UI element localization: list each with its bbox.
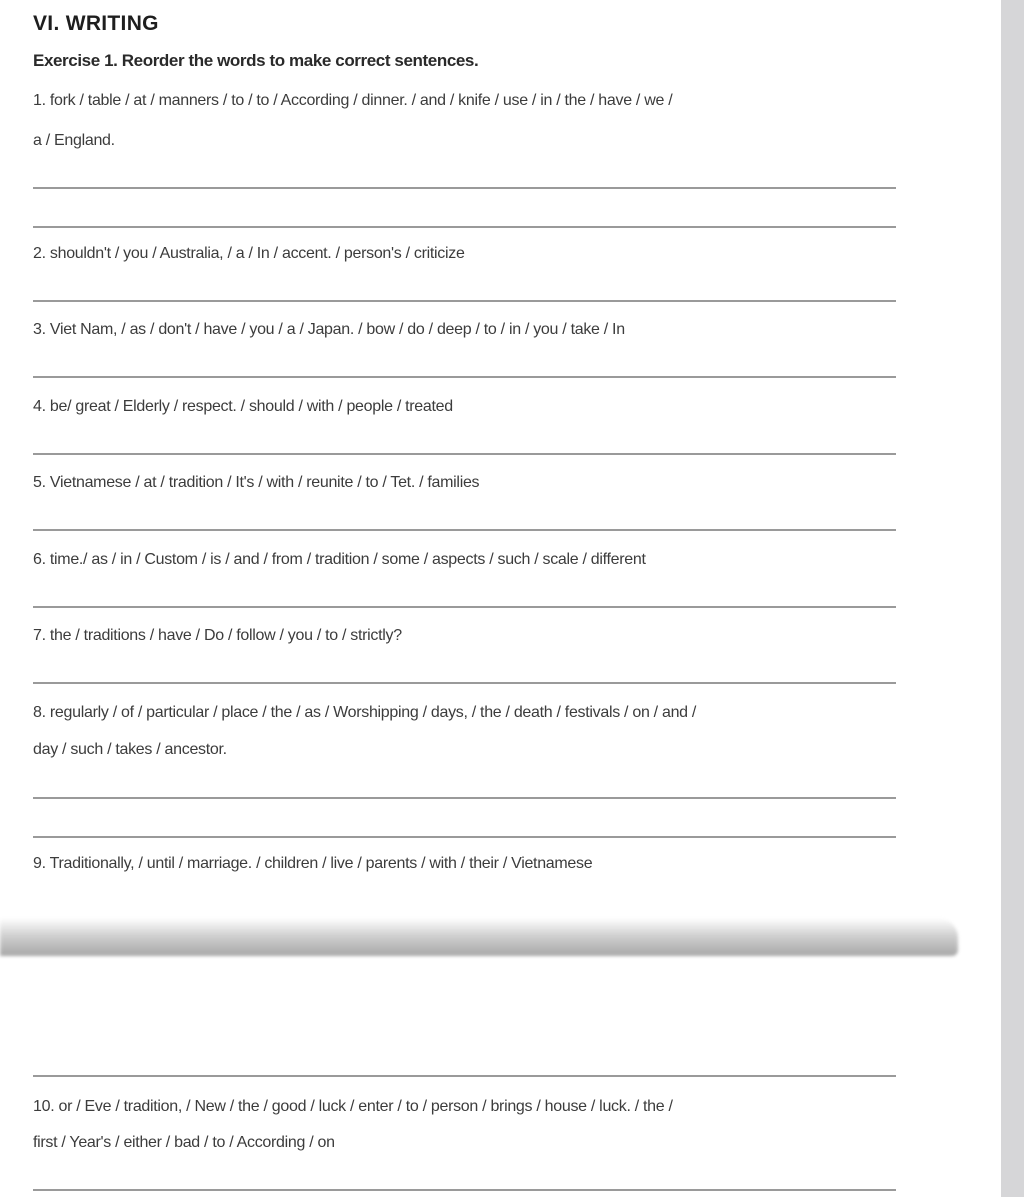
question-8-line-2: day / such / takes / ancestor. [33, 741, 227, 758]
answer-line-4 [33, 453, 896, 455]
question-2: 2. shouldn't / you / Australia, / a / In / accent. / person's / criticize [33, 245, 465, 262]
answer-line-5 [33, 529, 896, 531]
question-7: 7. the / traditions / have / Do / follow / you / to / strictly? [33, 627, 402, 644]
question-8-line-1: 8. regularly / of / particular / place / the / as / Worshipping / days, / the / death / festivals / on / and / [33, 704, 697, 721]
answer-line-2 [33, 300, 896, 302]
answer-line-10 [33, 1189, 896, 1191]
answer-line-6 [33, 606, 896, 608]
question-9: 9. Traditionally, / until / marriage. / children / live / parents / with / their / Vietnamese [33, 855, 593, 872]
question-1-line-1: 1. fork / table / at / manners / to / to / According / dinner. / and / knife / use / in / the / have / we / [33, 92, 673, 109]
answer-line-8a [33, 797, 896, 799]
answer-line-8b [33, 836, 896, 838]
answer-line-1b [33, 226, 896, 228]
question-1-line-2: a / England. [33, 132, 115, 149]
exercise-title: Exercise 1. Reorder the words to make correct sentences. [33, 51, 479, 70]
question-10-line-1: 10. or / Eve / tradition, / New / the / good / luck / enter / to / person / brings / house / luck. / the / [33, 1098, 673, 1115]
question-5: 5. Vietnamese / at / tradition / It's / with / reunite / to / Tet. / families [33, 474, 480, 491]
question-3: 3. Viet Nam, / as / don't / have / you / a / Japan. / bow / do / deep / to / in / you / take / In [33, 321, 625, 338]
question-10-line-2: first / Year's / either / bad / to / According / on [33, 1134, 335, 1151]
question-4: 4. be/ great / Elderly / respect. / should / with / people / treated [33, 398, 453, 415]
scrollbar-track[interactable] [1001, 0, 1024, 1197]
answer-line-7 [33, 682, 896, 684]
question-6: 6. time./ as / in / Custom / is / and / from / tradition / some / aspects / such / scale / different [33, 551, 646, 568]
answer-line-1a [33, 187, 896, 189]
page-break-shadow [0, 918, 958, 956]
answer-line-3 [33, 376, 896, 378]
section-title: VI. WRITING [33, 12, 159, 35]
answer-line-9 [33, 1075, 896, 1077]
